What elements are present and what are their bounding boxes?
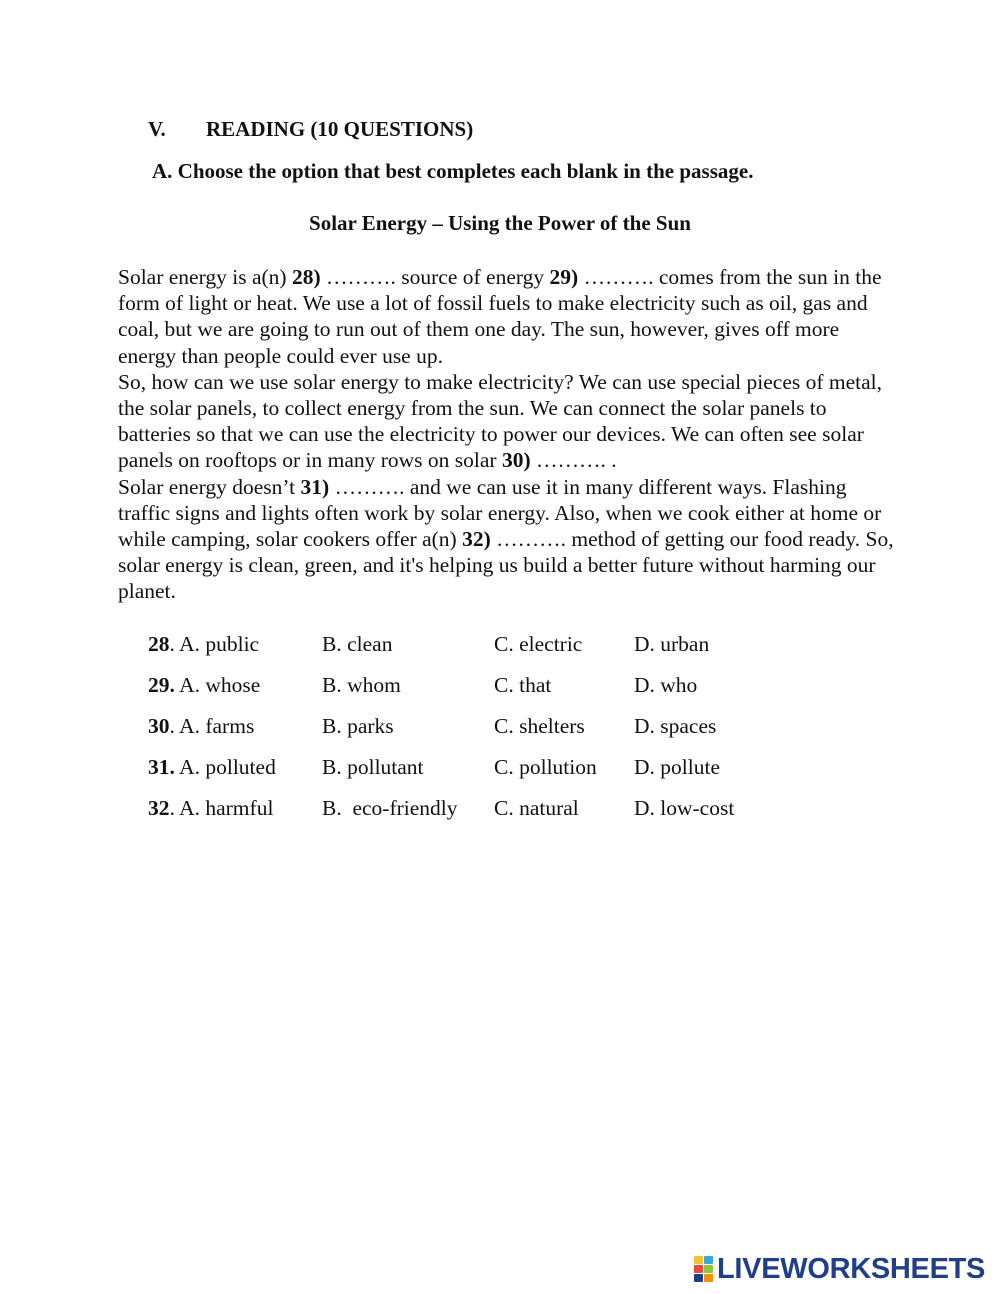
option-d[interactable]: D. urban: [634, 632, 710, 656]
passage-text: Solar energy is a(n): [118, 265, 292, 289]
question-number-separator: .: [169, 632, 180, 656]
logo-icon-square: [694, 1256, 703, 1264]
option-a[interactable]: [148, 714, 254, 739]
option-a-label: A. polluted: [179, 755, 276, 779]
option-b[interactable]: B. pollutant: [322, 755, 424, 779]
option-b[interactable]: B. eco-friendly: [322, 796, 458, 820]
option-a-label: A. farms: [179, 714, 255, 738]
blank-number: 31): [300, 474, 330, 499]
option-b[interactable]: B. whom: [322, 673, 401, 697]
option-b[interactable]: B. clean: [322, 632, 393, 656]
option-d[interactable]: D. pollute: [634, 755, 720, 779]
passage-paragraph: [118, 369, 898, 474]
blank-number: 29): [549, 265, 579, 289]
question-row: [148, 755, 788, 796]
question-row: [148, 632, 788, 673]
blank-number: 32): [462, 527, 491, 552]
option-c[interactable]: C. pollution: [494, 755, 597, 779]
question-number: 29.: [148, 673, 175, 697]
option-a-label: A. public: [179, 632, 260, 656]
option-a[interactable]: [148, 673, 260, 698]
option-a[interactable]: [148, 796, 273, 821]
question-row: [148, 714, 788, 755]
option-c[interactable]: C. that: [494, 673, 552, 697]
blank-number: 30): [501, 448, 531, 473]
option-d[interactable]: D. low-cost: [634, 796, 735, 820]
question-number: 31.: [148, 755, 175, 779]
passage-text: So, how can we use solar energy to make electricity? We can use special pieces of metal, the solar panels, to collect energy from the sun. We can connect the solar panels to batteries so that we can use the electricity to power our devices. We can often see solar panels on rooftops or in many rows on solar: [118, 369, 883, 473]
logo-icon-square: [694, 1265, 703, 1273]
option-a[interactable]: [148, 755, 276, 780]
passage-text: ………. and we can use it in many different ways. Flashing traffic signs and lights often work by solar energy. Also, when we cook either at home or while camping, solar cookers offer a(n): [118, 474, 882, 552]
option-b[interactable]: B. parks: [322, 714, 394, 738]
liveworksheets-logo-icon: [694, 1256, 714, 1282]
question-number: 30: [148, 714, 170, 738]
blank-number: 28): [291, 265, 321, 289]
passage-paragraph: [118, 474, 898, 605]
passage-text: ………. source of energy: [320, 265, 550, 289]
logo-icon-square: [704, 1274, 713, 1282]
option-c[interactable]: C. shelters: [494, 714, 585, 738]
passage-text: Solar energy doesn’t: [118, 474, 301, 499]
passage-title: Solar Energy – Using the Power of the Sun: [309, 211, 691, 235]
logo-text: LIVEWORKSHEETS: [717, 1252, 986, 1285]
question-number: 32: [148, 796, 170, 820]
option-a[interactable]: [148, 632, 259, 657]
liveworksheets-logo: [694, 1254, 985, 1284]
answer-options: [148, 632, 788, 837]
question-row: [148, 796, 788, 837]
passage-paragraph: [118, 264, 898, 369]
option-a-label: A. whose: [179, 673, 261, 697]
instruction-text: A. Choose the option that best completes each blank in the passage.: [152, 159, 754, 183]
question-number: 28: [148, 632, 170, 656]
section-title: READING (10 QUESTIONS): [206, 117, 474, 141]
question-number-separator: .: [169, 796, 180, 820]
section-number: V.: [148, 117, 166, 141]
logo-icon-square: [704, 1256, 713, 1264]
option-d[interactable]: D. spaces: [634, 714, 717, 738]
logo-icon-square: [694, 1274, 703, 1282]
question-number-separator: .: [169, 714, 180, 738]
passage-text: ………. comes from the sun in the form of light or heat. We use a lot of fossil fuels to make electricity such as oil, gas and coal, but we are going to run out of them one day. The sun, however, gives off more energy than people could ever use up.: [118, 265, 882, 368]
question-row: [148, 673, 788, 714]
option-d[interactable]: D. who: [634, 673, 698, 697]
passage-text: ………. .: [530, 448, 617, 473]
option-c[interactable]: C. natural: [494, 796, 579, 820]
logo-icon-square: [704, 1265, 713, 1273]
option-a-label: A. harmful: [179, 796, 274, 820]
reading-passage: [118, 264, 898, 605]
section-heading: [148, 117, 473, 142]
passage-text: ………. method of getting our food ready. So, solar energy is clean, green, and it's helping us build a better future without harming our planet.: [118, 527, 894, 604]
option-c[interactable]: C. electric: [494, 632, 583, 656]
